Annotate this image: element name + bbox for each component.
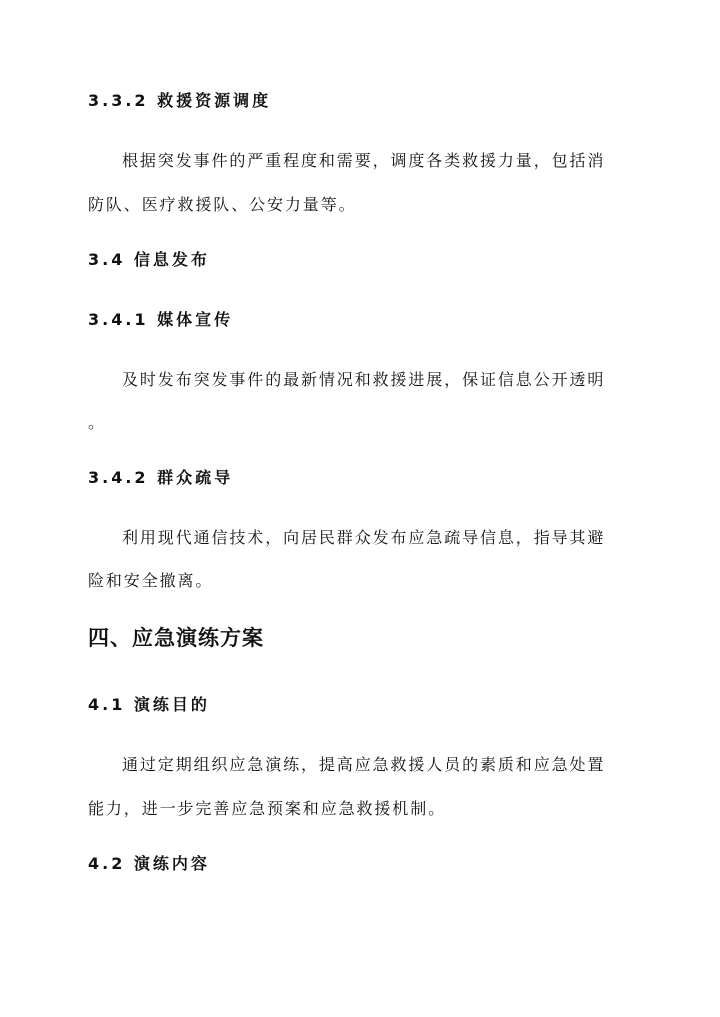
section-heading-3-3-2: 3.3.2 救援资源调度 <box>88 91 272 110</box>
chapter-heading-4: 四、应急演练方案 <box>88 626 264 650</box>
paragraph-line: 及时发布突发事件的最新情况和救援进展，保证信息公开透明 <box>122 370 606 389</box>
paragraph-line: 险和安全撤离。 <box>88 571 214 590</box>
section-heading-4-2: 4.2 演练内容 <box>88 854 210 873</box>
paragraph-line: 能力，进一步完善应急预案和应急救援机制。 <box>88 799 447 818</box>
paragraph-line: 通过定期组织应急演练，提高应急救援人员的素质和应急处置 <box>122 755 606 774</box>
paragraph-line: 防队、医疗救援队、公安力量等。 <box>88 195 357 214</box>
section-heading-3-4: 3.4 信息发布 <box>88 250 210 269</box>
paragraph-line: 根据突发事件的严重程度和需要，调度各类救援力量，包括消 <box>122 151 606 170</box>
section-heading-3-4-2: 3.4.2 群众疏导 <box>88 468 234 487</box>
paragraph-line: 利用现代通信技术，向居民群众发布应急疏导信息，指导其避 <box>122 528 606 547</box>
section-heading-4-1: 4.1 演练目的 <box>88 695 210 714</box>
paragraph-line: 。 <box>88 413 106 432</box>
section-heading-3-4-1: 3.4.1 媒体宣传 <box>88 310 234 329</box>
